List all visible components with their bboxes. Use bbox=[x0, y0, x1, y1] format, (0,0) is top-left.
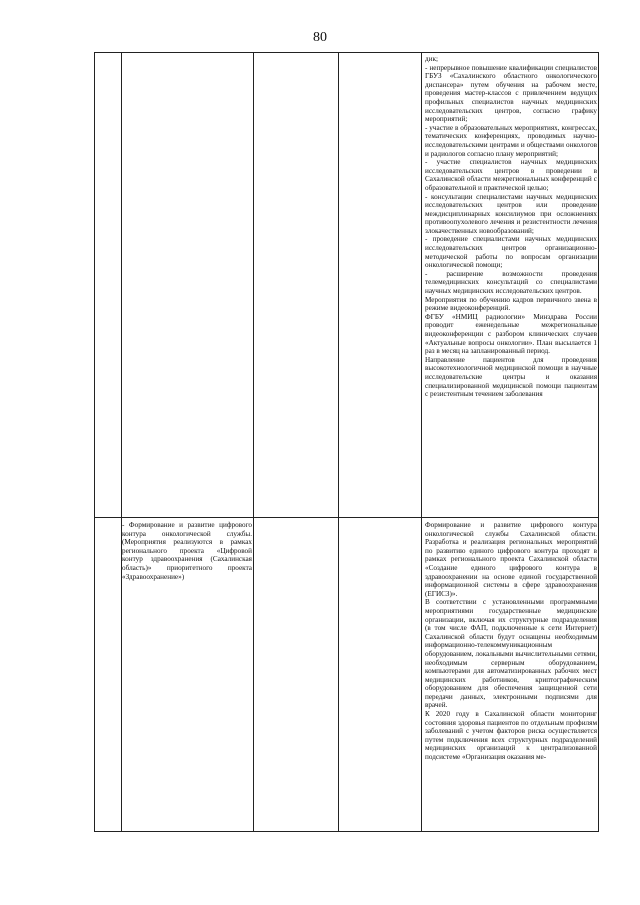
document-table bbox=[94, 52, 599, 832]
paragraph: - участие специалистов научных медицинских исследовательских центров в проведении в Сахалинской области межрегиональных конференций с образовательной и практической целью; bbox=[425, 158, 597, 192]
row1-measures-cell bbox=[425, 55, 597, 515]
paragraph: дик; bbox=[425, 55, 438, 63]
column-divider bbox=[421, 53, 422, 831]
column-divider bbox=[253, 53, 254, 831]
row2-measures-cell bbox=[425, 521, 597, 829]
column-divider bbox=[121, 53, 122, 831]
row-divider bbox=[95, 517, 598, 518]
activity-text: - Формирование и развитие цифрового контура онкологической службы. (Мероприятия реализуются в рамках регионального проекта «Цифровой контур здравоохранения (Сахалинская область)» приоритетного проекта «Здравоохранение») bbox=[122, 521, 252, 581]
paragraph: Формирование и развитие цифрового контура онкологической службы Сахалинской области. Разработка и реализация региональных мероприятий по развитию единого цифрового контура проходят в рамках регионального проекта Сахалинской области «Создание единого цифрового контура в здравоохранении на основе единой государственной информационной системы в сфере здравоохранения (ЕГИСЗ)». bbox=[425, 521, 597, 598]
paragraph: В соответствии с установленными программными мероприятиями государственные медицинские организации, включая их структурные подразделения (в том числе ФАП, подключенные к сети Интернет) Сахалинской области будут оснащены необходимым информационно-телекоммуникационным оборудованием, локальными вычислительными сетями, необходимым серверным оборудованием, компьютерами для автоматизированных рабочих мест медицинских работников, криптографическим оборудованием для обеспечения защищенной сети передачи данных, электронными подписями для врачей. bbox=[425, 598, 597, 710]
paragraph: Направление пациентов для проведения высокотехнологичной медицинской помощи в научные исследовательские центры и оказания специализированной медицинской помощи пациентам с резистентным течением заболевания bbox=[425, 355, 597, 399]
paragraph: - проведение специалистами научных медицинских исследовательских центров организационно-методической работы по вопросам организации онкологической помощи; bbox=[425, 235, 597, 270]
paragraph: - непрерывное повышение квалификации специалистов ГБУЗ «Сахалинского областного онкологического диспансера» путем обучения на рабочем месте, проведения мастер-классов с привлечением ведущих профильных специалистов научных медицинских исследовательских центров, согласно графику мероприятий; bbox=[425, 63, 597, 124]
column-divider bbox=[338, 53, 339, 831]
paragraph: - консультации специалистами научных медицинских исследовательских центров или проведение междисциплинарных консилиумов при осложнениях противоопухолевого лечения и резистентности лечения злокачественных новообразований; bbox=[425, 192, 597, 235]
paragraph: К 2020 году в Сахалинской области мониторинг состояния здоровья пациентов по отдельным профилям заболеваний с учетом факторов риска осуществляется путем подключения всех структурных подразделений медицинских организаций к централизованной подсистеме «Организация оказания ме- bbox=[425, 710, 597, 762]
paragraph: ФГБУ «НМИЦ радиологии» Минздрава России проводит еженедельные межрегиональные видеоконференции с разбором клинических случаев «Актуальные вопросы онкологии». План высылается 1 раз в месяц на запланированный период. bbox=[425, 312, 597, 356]
paragraph: - участие в образовательных мероприятиях, конгрессах, тематических конференциях, проводимых научно-исследовательскими центрами и обществами онкологов и радиологов согласно плану мероприятий; bbox=[425, 123, 597, 158]
row2-activity-cell bbox=[122, 521, 252, 641]
page-number: 80 bbox=[313, 30, 327, 45]
paragraph: - расширение возможности проведения телемедицинских консультаций со специалистами научных медицинских исследовательских центров. bbox=[425, 269, 597, 296]
paragraph: Мероприятия по обучению кадров первичного звена в режиме видеоконференций. bbox=[425, 295, 597, 313]
